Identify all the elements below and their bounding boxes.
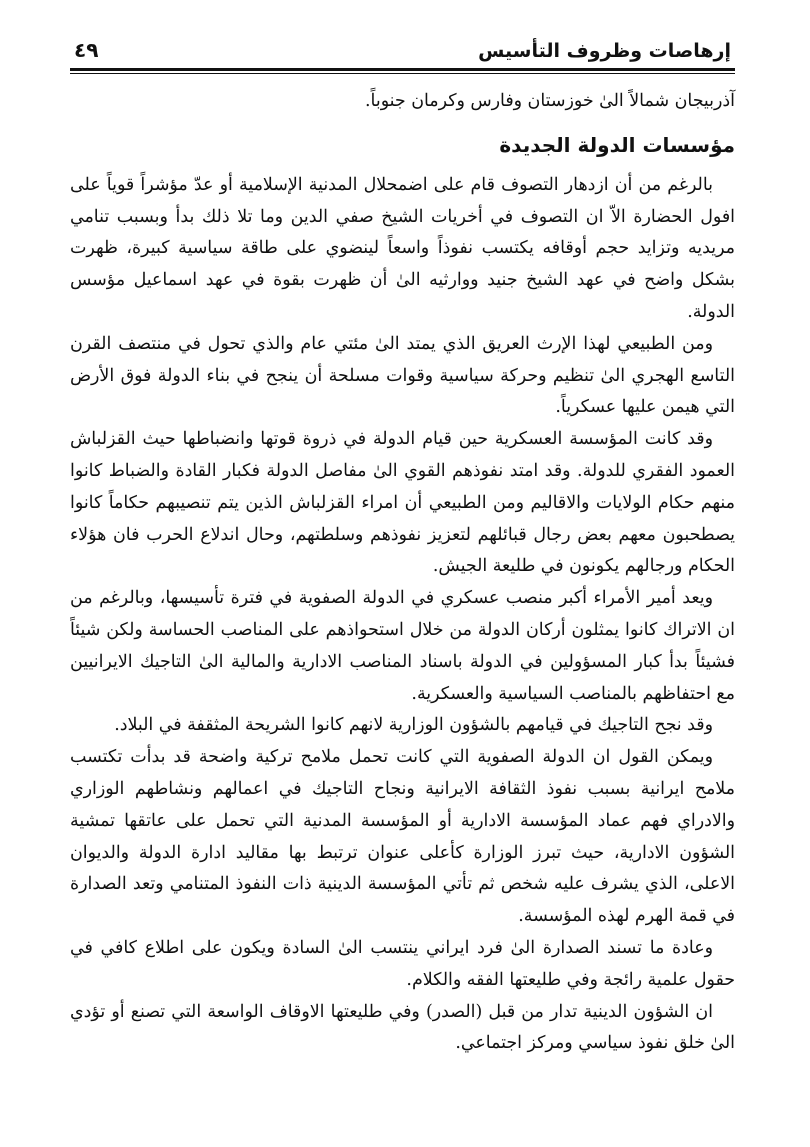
page-number: ٤٩ [74, 38, 99, 62]
continuation-paragraph: آذربيجان شمالاً الىٰ خوزستان وفارس وكرمان جنوباً. [365, 91, 735, 111]
paragraph: وعادة ما تسند الصدارة الىٰ فرد ايراني ينتسب الىٰ السادة ويكون على اطلاع كافي في حقول علمية رائجة وفي طليعتها الفقه والكلام. [70, 937, 735, 990]
page-body [70, 86, 735, 1060]
paragraph: ومن الطبيعي لهذا الإرث العريق الذي يمتد الىٰ مئتي عام والذي تحول في منتصف القرن التاسع الهجري الىٰ تنظيم وحركة سياسية وقوات مسلحة أن ينجح في بناء الدولة فوق الأرض التي هيمن عليها عسكرياً. [70, 333, 735, 418]
paragraph: وقد نجح التاجيك في قيامهم بالشؤون الوزارية لانهم كانوا الشريحة المثقفة في البلاد. [114, 715, 713, 736]
header-rule [70, 68, 735, 74]
book-page [70, 30, 735, 1120]
paragraph: ويعد أمير الأمراء أكبر منصب عسكري في الدولة الصفوية في فترة تأسيسها، وبالرغم من ان الاتراك كانوا يمثلون أركان الدولة من خلال استحواذهم على المناصب الحساسة ولكن شيئاً فشيئاً بدأ كبار المسؤولين في الدولة باسناد المناصب الادارية والمالية الىٰ التاجيك الايرانيين مع احتفاظهم بالمناصب السياسية والعسكرية. [70, 588, 735, 704]
running-title: إرهاصات وظروف التأسيس [478, 40, 731, 62]
running-header [70, 30, 735, 62]
paragraph: ان الشؤون الدينية تدار من قبل (الصدر) وفي طليعتها الاوقاف الواسعة التي تصنع أو تؤدي الىٰ خلق نفوذ سياسي ومركز اجتماعي. [70, 1001, 735, 1054]
paragraph: بالرغم من أن ازدهار التصوف قام على اضمحلال المدنية الإسلامية أو عدّ مؤشراً قوياً على افول الحضارة الاّ ان التصوف في أخريات الشيخ صفي الدين وما تلا ذلك بدأ وبسبب تنامي مريديه وتزايد حجم أوقافه يكتسب نفوذاً واسعاً لينضوي على طاقة سياسية كبيرة، ظهرت بشكل واضح في عهد الشيخ جنيد ووارثيه الىٰ أن ظهرت بقوة في عهد اسماعيل مؤسس الدولة. [70, 174, 735, 322]
section-heading: مؤسسات الدولة الجديدة [499, 132, 735, 157]
paragraph: وقد كانت المؤسسة العسكرية حين قيام الدولة في ذروة قوتها وانضباطها حيث القزلباش العمود الفقري للدولة. وقد امتد نفوذهم القوي الىٰ مفاصل الدولة فكبار القادة والضباط كانوا منهم حكام الولايات والاقاليم ومن الطبيعي أن امراء القزلباش الذين يتم تنصيبهم حكاماً كانوا يصطحبون معهم بعض رجال قبائلهم لتعزيز نفوذهم وسلطتهم، وحال اندلاع الحرب فان هؤلاء الحكام ورجالهم يكونون في طليعة الجيش. [70, 429, 735, 577]
paragraph: ويمكن القول ان الدولة الصفوية التي كانت تحمل ملامح تركية واضحة قد بدأت تكتسب ملامح ايرانية بسبب نفوذ الثقافة الايرانية ونجاح التاجيك في اعمالهم ونشاطهم الوزاري والادراي فهم عماد المؤسسة الادارية أو المؤسسة المدنية التي تحمل على عاتقها تمشية الشؤون الادارية، حيث تبرز الوزارة كأعلى عنوان ترتبط بها مقاليد ادارة الدولة والديوان الاعلى، الذي يشرف عليه شخص ثم تأتي المؤسسة الدينية ذات النفوذ المتنامي وتعد الصدارة في قمة الهرم لهذه المؤسسة. [70, 747, 735, 927]
